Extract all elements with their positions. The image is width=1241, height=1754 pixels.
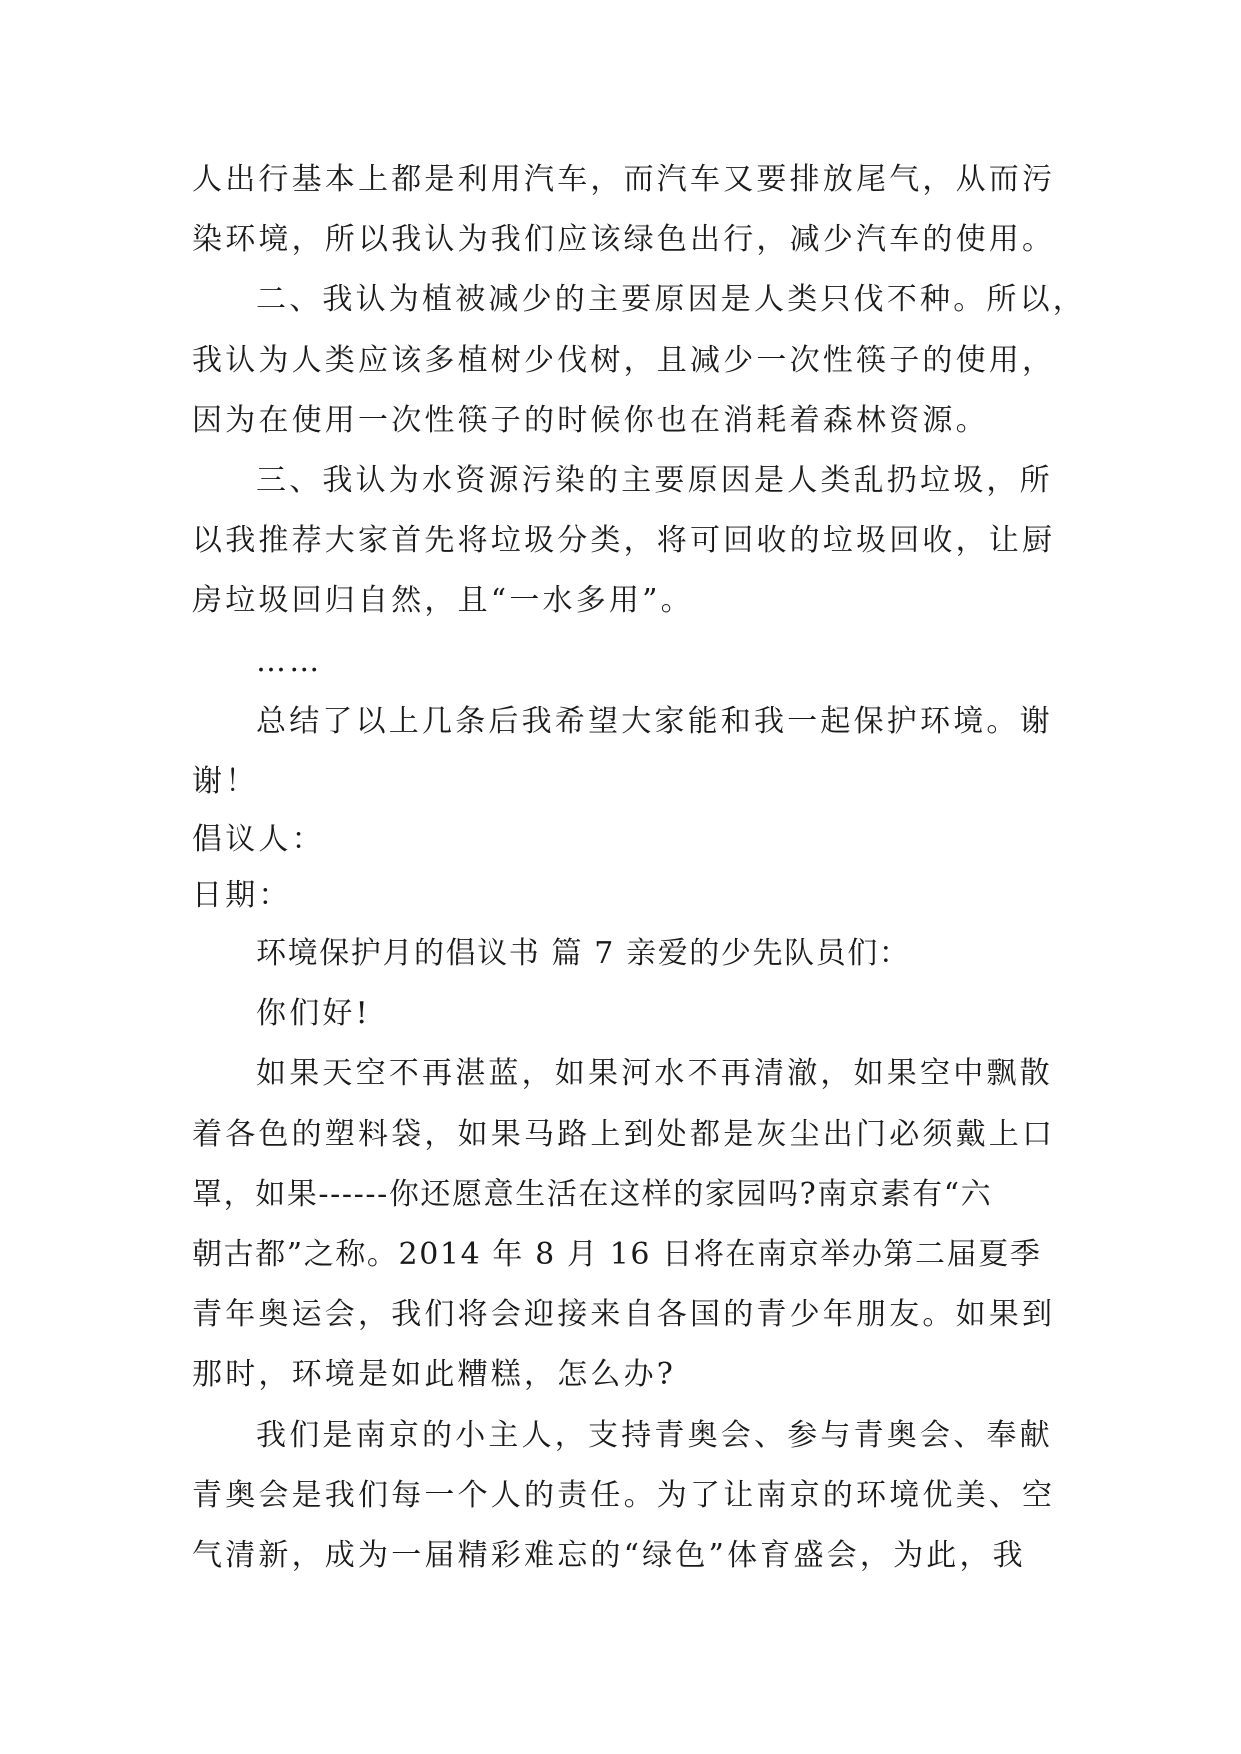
text-line: 人出行基本上都是利用汽车，而汽车又要排放尾气，从而污 [192, 162, 1056, 197]
text-line: 我们是南京的小主人，支持青奥会、参与青奥会、奉献 [256, 1417, 1053, 1453]
text-line: 三、我认为水资源污染的主要原因是人类乱扔垃圾，所 [256, 462, 1053, 498]
text-line: 青奥会是我们每一个人的责任。为了让南京的环境优美、空 [192, 1477, 1056, 1513]
section-heading: 环境保护月的倡议书 篇 7 亲爱的少先队员们： [256, 936, 911, 972]
text-line: 朝古都”之称。2014 年 8 月 16 日将在南京举办第二届夏季 [192, 1237, 1042, 1272]
text-line: 青年奥运会，我们将会迎接来自各国的青少年朋友。如果到 [192, 1297, 1056, 1333]
signature-label: 倡议人： [192, 822, 325, 858]
text-line: 罩，如果------你还愿意生活在这样的家园吗?南京素有“六 [192, 1176, 993, 1212]
text-line: 我认为人类应该多植树少伐树，且减少一次性筷子的使用， [192, 342, 1056, 378]
text-line: 那时，环境是如此糟糕，怎么办? [192, 1357, 677, 1393]
text-line: 总结了以上几条后我希望大家能和我一起保护环境。谢 [256, 703, 1053, 739]
text-line: …… [256, 643, 323, 679]
text-line: 如果天空不再湛蓝，如果河水不再清澈，如果空中飘散 [256, 1056, 1053, 1092]
text-line: 房垃圾回归自然，且“一水多用”。 [192, 583, 694, 619]
greeting: 你们好! [256, 996, 371, 1032]
text-line: 谢！ [192, 763, 259, 799]
text-line: 染环境，所以我认为我们应该绿色出行，减少汽车的使用。 [192, 222, 1056, 258]
date-label: 日期： [192, 878, 292, 914]
text-line: 二、我认为植被减少的主要原因是人类只伐不种。所以， [256, 282, 1086, 318]
text-line: 气清新，成为一届精彩难忘的“绿色”体育盛会，为此，我 [192, 1537, 1026, 1573]
document-body [192, 150, 1086, 1586]
text-line: 以我推荐大家首先将垃圾分类，将可回收的垃圾回收，让厨 [192, 523, 1056, 559]
text-line: 着各色的塑料袋，如果马路上到处都是灰尘出门必须戴上口 [192, 1116, 1056, 1152]
text-line: 因为在使用一次性筷子的时候你也在消耗着森林资源。 [192, 402, 989, 438]
